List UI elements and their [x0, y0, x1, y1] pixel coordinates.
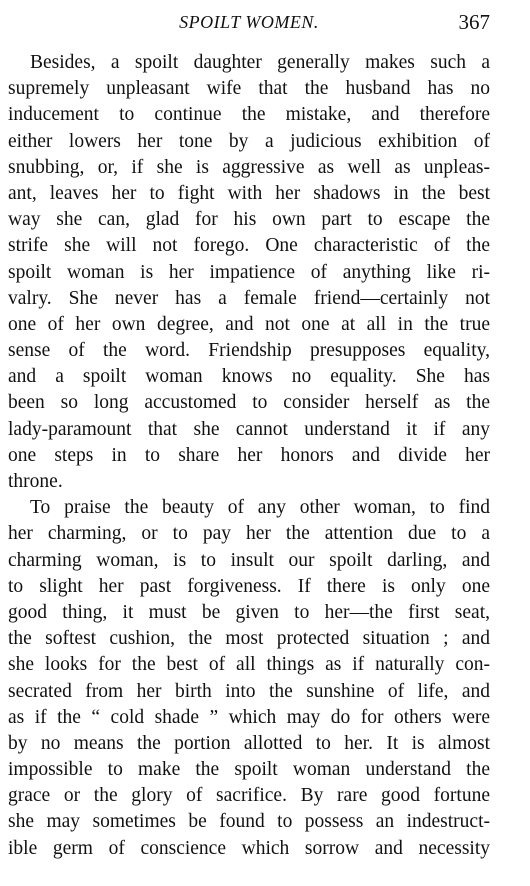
text-line: charming woman, is to insult our spoilt darling, and	[8, 549, 490, 571]
text-line: one steps in to share her honors and divide her	[8, 444, 490, 466]
text-line: spoilt woman is her impatience of anything like ri-	[8, 261, 490, 283]
text-line: to slight her past forgiveness. If there is only one	[8, 575, 490, 597]
text-line: secrated from her birth into the sunshine of life, and	[8, 680, 490, 702]
running-title: SPOILT WOMEN.	[179, 12, 319, 32]
text-line: she may sometimes be found to possess an indestruct-	[8, 811, 490, 833]
page-number: 367	[458, 10, 490, 34]
text-line: supremely unpleasant wife that the husband has no	[8, 78, 490, 100]
text-line: one of her own degree, and not one at all in the true	[8, 313, 490, 335]
text-line: To praise the beauty of any other woman, to find	[30, 497, 490, 519]
text-line: grace or the glory of sacrifice. By rare good fortune	[8, 785, 490, 807]
text-line: strife she will not forego. One characteristic of the	[8, 235, 490, 257]
text-line: her charming, or to pay her the attention due to a	[8, 523, 490, 545]
text-line: valry. She never has a female friend—certainly not	[8, 287, 490, 309]
text-line: by no means the portion allotted to her. It is almost	[8, 732, 490, 754]
text-line: ible germ of conscience which sorrow and necessity	[8, 837, 490, 859]
text-line: throne.	[8, 471, 63, 492]
text-line: the softest cushion, the most protected situation ; and	[8, 628, 490, 650]
text-line: ant, leaves her to fight with her shadows in the best	[8, 182, 490, 204]
text-line: impossible to make the spoilt woman understand the	[8, 759, 490, 781]
text-line: and a spoilt woman knows no equality. She has	[8, 366, 490, 388]
running-head	[8, 12, 490, 36]
text-line: lady-paramount that she cannot understand it if any	[8, 418, 490, 440]
paragraph	[8, 50, 490, 495]
text-line: snubbing, or, if she is aggressive as well as unpleas-	[8, 156, 490, 178]
text-line: been so long accustomed to consider herself as the	[8, 392, 490, 414]
text-line: sense of the word. Friendship presupposes equality,	[8, 340, 490, 362]
text-line: she looks for the best of all things as if naturally con-	[8, 654, 490, 676]
text-line: Besides, a spoilt daughter generally makes such a	[30, 52, 490, 73]
text-line: as if the “ cold shade ” which may do for others were	[8, 706, 490, 728]
paragraph	[8, 495, 490, 862]
text-line: inducement to continue the mistake, and therefore	[8, 104, 490, 126]
text-line: either lowers her tone by a judicious exhibition of	[8, 130, 490, 152]
text-line: way she can, glad for his own part to escape the	[8, 209, 490, 231]
text-line: good thing, it must be given to her—the first seat,	[8, 601, 490, 623]
body-text	[8, 50, 490, 862]
